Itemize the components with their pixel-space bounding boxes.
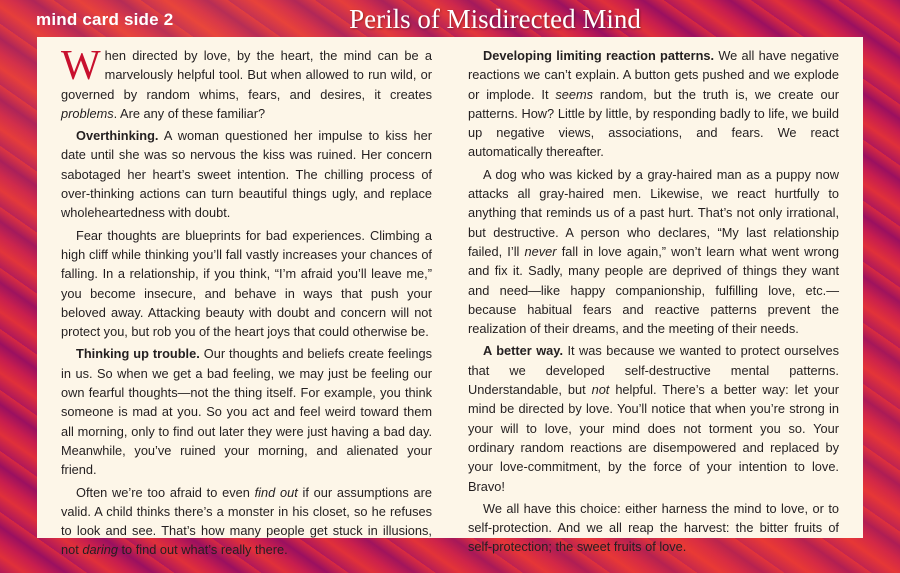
better-way-text-b: helpful. There’s a better way: let your mind be directed by love. You’ll notice that when you’re strong in your will to love, your mind does not torment you so. Your ordinary random reactions are disempowered and replaced by your love-commitment, by the force of your intention to love. Bravo! bbox=[468, 382, 839, 494]
intro-text-end: . Are any of these familiar? bbox=[113, 105, 266, 121]
better-way-paragraph bbox=[468, 341, 839, 495]
left-column bbox=[61, 43, 432, 558]
dog-paragraph bbox=[468, 165, 839, 339]
better-way-emphasis: not bbox=[591, 382, 610, 398]
patterns-text-a: We all have negative reactions we can’t explain. A button gets pushed and we explode or implode. It bbox=[468, 48, 839, 102]
fear-paragraph: Fear thoughts are blueprints for bad experiences. Climbing a high cliff while thinking you’ll fall vastly increases your chances of falling. In a relationship, if you think, “I’m afraid you’ll leave me,” you become insecure, and behave in ways that push your beloved away. Attacking beauty with doubt and concern will not protect you, but rob you of the heart joys that could otherwise be. bbox=[61, 227, 432, 340]
better-way-text-a: It was because we wanted to protect ourselves that we developed self-destructive mental patterns. Understandable, but bbox=[468, 343, 839, 398]
intro-emphasis: problems bbox=[61, 105, 114, 121]
trouble-text: Our thoughts and beliefs create feelings in us. So when we get a bad feeling, we may just be feeling our own fearful thoughts—not the thing itself. For example, you think someone is mad at you. So you act and feel weird toward them all morning, only to find out later they were just having a bad day. Meanwhile, you’ve ruined your morning, and alienated your friend. bbox=[61, 346, 432, 478]
overthinking-text: A woman questioned her impulse to kiss her date until she was so nervous the kiss was ruined. Her concern sabotaged her heart’s sweet intention. The chilling process of over-thinking actions can turn beautiful things ugly, and replace wholeheartedness with doubt. bbox=[61, 128, 432, 221]
patterns-heading: Developing limiting reaction patterns. bbox=[483, 48, 715, 63]
afraid-text-c: to find out what’s really there. bbox=[117, 542, 288, 558]
afraid-text-b: if our assumptions are valid. A child thinks there’s a monster in his closet, so he refuses to look and see. That’s how many people get stuck in illusions, not bbox=[61, 484, 432, 558]
trouble-heading: Thinking up trouble. bbox=[76, 346, 200, 362]
trouble-paragraph bbox=[61, 344, 432, 479]
choice-paragraph: We all have this choice: either harness the mind to love, or to self-protection. And we all reap the harvest: the bitter fruits of self-protection; the sweet fruits of love. bbox=[468, 500, 839, 555]
afraid-emphasis-1: find out bbox=[254, 484, 298, 500]
dog-text-a: A dog who was kicked by a gray-haired man as a puppy now attacks all gray-haired men. Likewise, we react hurtfully to anything that reminds us of a past hurt. That’s not only irrational, but destructive. A person who declares, “My last relationship failed, I’ll bbox=[468, 166, 839, 259]
patterns-text-b: random, but the truth is, we create our patterns. How? Little by little, by responding badly to life, we build up negative views, associations, and fears. We react automatically thereafter. bbox=[468, 86, 839, 160]
card-side-label: mind card side 2 bbox=[36, 10, 174, 29]
patterns-paragraph bbox=[468, 46, 839, 162]
page-title: Perils of Misdirected Mind bbox=[349, 4, 641, 34]
overthinking-paragraph bbox=[61, 126, 432, 222]
right-column bbox=[468, 46, 840, 555]
dog-text-b: fall in love again,” won’t learn what went wrong and fix it. Sadly, many people are deprived of things they want and need—like happy companionship, fulfilling love, etc.—because habitual fears and reactive patterns prevent the realization of their dreams, and the meeting of their needs. bbox=[468, 243, 840, 337]
better-way-heading: A better way. bbox=[483, 343, 563, 359]
patterns-emphasis: seems bbox=[555, 86, 594, 102]
dog-emphasis: never bbox=[524, 243, 557, 259]
drop-cap: W bbox=[61, 43, 101, 89]
intro-text: hen directed by love, by the heart, the mind can be a marvelously helpful tool. But when allowed to run wild, or governed by random whims, fears, and desires, it creates bbox=[61, 48, 432, 102]
overthinking-heading: Overthinking. bbox=[76, 128, 159, 144]
afraid-emphasis-2: daring bbox=[82, 542, 118, 558]
afraid-paragraph bbox=[61, 483, 432, 560]
content-card bbox=[37, 37, 863, 558]
afraid-text-a: Often we’re too afraid to even bbox=[76, 484, 255, 500]
intro-paragraph bbox=[61, 43, 432, 123]
